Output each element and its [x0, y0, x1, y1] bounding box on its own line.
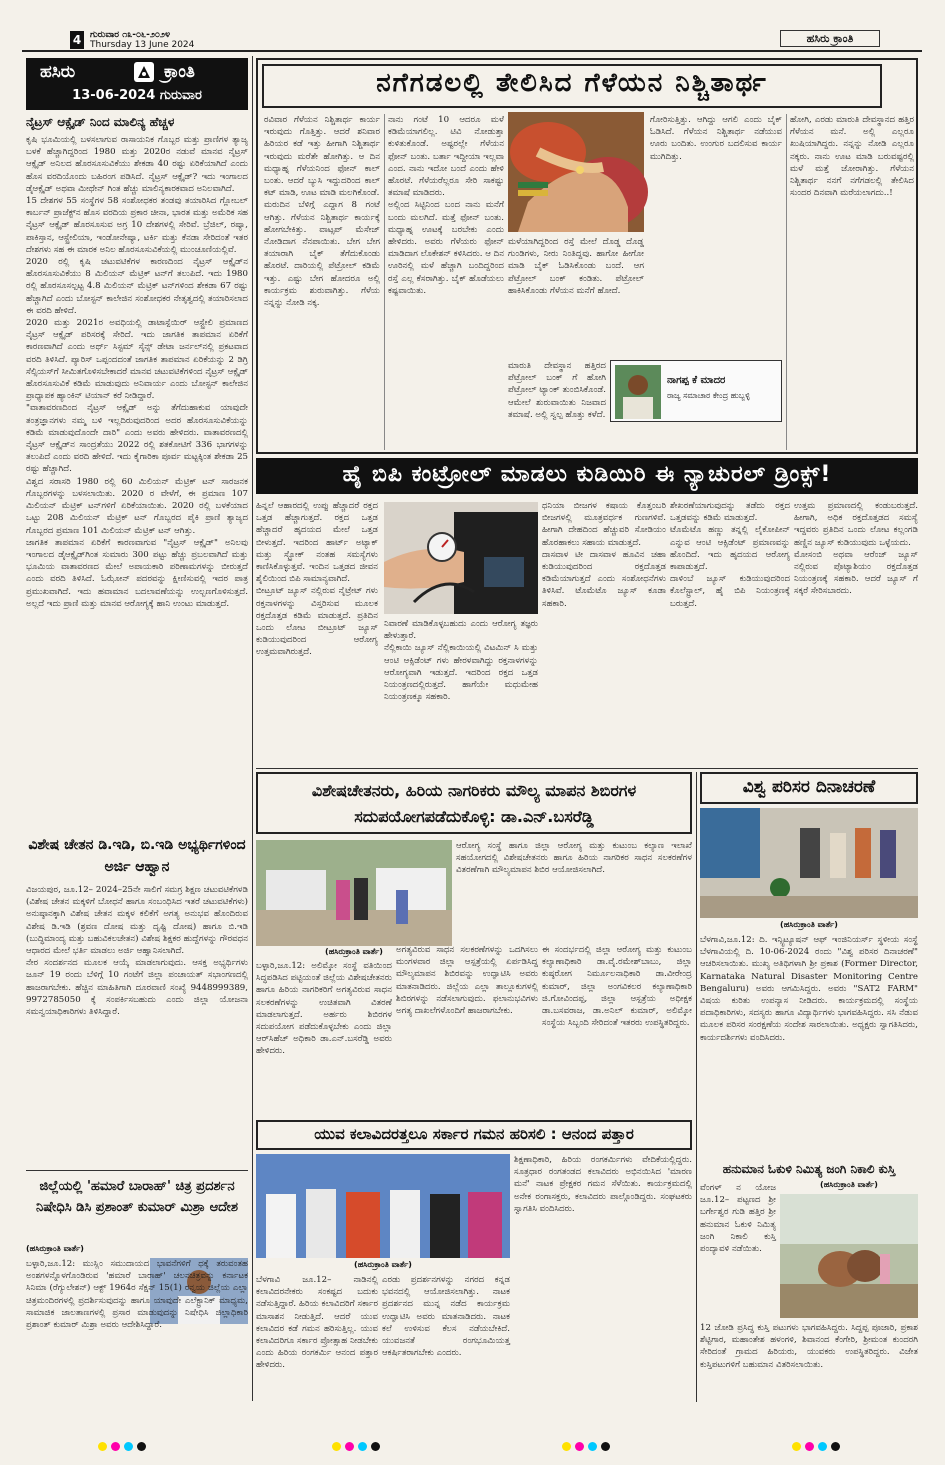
wrestling-headline: ಹನುಮಾನ ಓಕುಳಿ ನಿಮಿತ್ಯ ಜಂಗಿ ನಿಕಾಲಿ ಕುಸ್ತಿ [722, 1162, 896, 1176]
bp-col1: ಹಿನ್ನಲೆ ಆಹಾರದಲ್ಲಿ ಉಪ್ಪು ಹೆಚ್ಚಾದರೆ ರಕ್ತದ ಒತ್ತಡ ಹೆಚ್ಚಾಗುತ್ತದೆ. ರಕ್ತದ ಒತ್ತಡ ಹೆಚ್ಚಾದರೆ ಹೃದಯದ ಮೇಲೆ ಒತ್ತಡ ಬೀಳುತ್ತದೆ. ಇದರಿಂದ ಹಾರ್ಟ್ ಅಟ್ಯಾಕ್ ಮತ್ತು ಸ್ಟ್ರೋಕ್ ನಂತಹ ಸಮಸ್ಯೆಗಳು ಕಾಣಿಸಿಕೊಳ್ಳುತ್ತವೆ. ಇಂದಿನ ಒತ್ತಡದ ಜೀವನ ಶೈಲಿಯಿಂದ ಬಿಪಿ ಸಾಮಾನ್ಯವಾಗಿದೆ. ಬೀಟ್ರೂಟ್ ಜ್ಯೂಸ್ ನಲ್ಲಿರುವ ನೈಟ್ರೇಟ್ ಗಳು ರಕ್ತನಾಳಗಳನ್ನು ವಿಸ್ತರಿಸುವ ಮೂಲಕ ರಕ್ತದೊತ್ತಡ ಕಡಿಮೆ ಮಾಡುತ್ತದೆ. ಪ್ರತಿದಿನ ಒಂದು ಲೋಟ ಬೀಟ್ರೂಟ್ ಜ್ಯೂಸ್ ಕುಡಿಯುವುದರಿಂದ ಆರೋಗ್ಯ ಉತ್ತಮವಾಗಿರುತ್ತದೆ. [256, 501, 378, 658]
nitrous-headline: ನೈಟ್ರಸ್ ಆಕ್ಸೈಡ್ ನಿಂದ ಮಾಲಿನ್ಯ ಹೆಚ್ಚಳ [26, 115, 175, 129]
env-headline: ವಿಶ್ವ ಪರಿಸರ ದಿನಾಚರಣೆ [742, 777, 876, 797]
wrestling-photo [780, 1194, 918, 1318]
camps-col-a: ಬಳ್ಳಾರಿ,ಜೂ.12: ಅಲಿಮ್ಕೋ ಸಂಸ್ಥೆ ವತಿಯಿಂದ ಸಿದ್ಧಪಡಿಸಿದ ಪಟ್ಟಿಯಂತೆ ಜಿಲ್ಲೆಯ ವಿಶೇಷಚೇತನರು ಹಾಗೂ ಹಿರಿಯ ನಾಗರಿಕರಿಗೆ ಅಗತ್ಯವಿರುವ ಸಾಧನ ಸಲಕರಣೆಗಳನ್ನು ಉಚಿತವಾಗಿ ವಿತರಣೆ ಮಾಡಲಾಗುತ್ತದೆ. ಅರ್ಹರು ಶಿಬಿರಗಳ ಸದುಪಯೋಗ ಪಡೆದುಕೊಳ್ಳಬೇಕು ಎಂದು ಜಿಲ್ಲಾ ಆರ್‌ಸಿಹೆಚ್ ಅಧಿಕಾರಿ ಡಾ.ಎನ್.ಬಸರೆಡ್ಡಿ ಅವರು ಹೇಳಿದರು. [256, 961, 395, 1057]
engagement-col3-bottom: ಮಾರುತಿ ದೇವಸ್ಥಾನ ಹತ್ತಿರದ ಪೆಟ್ರೋಲ್ ಬಂಕ್ ಗೆ ಹೋಗಿ ಪೆಟ್ರೋಲ್ ಟ್ಯಾಂಕ್ ತುಂಬಿಸಿಕೊಂಡೆ. ಆಮೇಲೆ ಶುರುವಾಯಿತು ನಿಜವಾದ ತಮಾಷೆ. ಅಲ್ಲಿ ಸ್ವಲ್ಪ ಹೊತ್ತು ಕಳೆದೆ. [508, 361, 609, 420]
artists-photo [256, 1154, 510, 1258]
registration-marks [0, 1436, 945, 1456]
baraah-headline: ಜಿಲ್ಲೆಯಲ್ಲಿ 'ಹಮಾರೆ ಬಾರಾಹ್' ಚಿತ್ರ ಪ್ರದರ್ಶನ ನಿಷೇಧಿಸಿ ಡಿಸಿ ಪ್ರಶಾಂತ್ ಕುಮಾರ್ ಮಿಶ್ರಾ ಆದೇಶ [36, 1179, 238, 1215]
env-photo [700, 808, 918, 918]
wrestling-body-side: ವೆಂಗಳ್ ನ ಯೋಜ ಜೂ.12– ಪಟ್ಟಣದ ಶ್ರೀ ಬರ್ಗೇಶ್ವರ ಗುಡಿ ಹತ್ತಿರ ಶ್ರೀ ಹನುಮಾನ ಓಕುಳಿ ನಿಮಿತ್ಯ ಜಂಗಿ ನಿಕಾಲಿ ಕುಸ್ತಿ ಪಂದ್ಯಾವಳಿ ನಡೆಯಿತು. [700, 1183, 779, 1255]
artists-col1: ಬೆಳಗಾವಿ ಜೂ.12– ನಾಡಿನಲ್ಲಿ ಕಲಾವಿದರನೇಕರು ಸಂಕಷ್ಟದ ಬದುಕು ನಡೆಸುತ್ತಿದ್ದಾರೆ. ಹಿರಿಯ ಕಲಾವಿದರಿಗೆ ಸರ್ಕಾರ ಮಾಸಾಶನ ನೀಡುತ್ತಿದೆ. ಆದರೆ ಯುವ ಕಲಾವಿದರ ಕಡೆ ಗಮನ ಹರಿಸುತ್ತಿಲ್ಲ. ಯುವ ಕಲಾವಿದರಿಗೂ ಸರ್ಕಾರ ಪ್ರೋತ್ಸಾಹ ನೀಡಬೇಕು ಎಂದು ಹಿರಿಯ ರಂಗಕರ್ಮಿ ಆನಂದ ಪತ್ತಾರ ಹೇಳಿದರು. [256, 1275, 381, 1371]
author-photo [615, 365, 661, 419]
camps-col-top: ಆರೋಗ್ಯ ಸಂಸ್ಥೆ ಹಾಗೂ ಜಿಲ್ಲಾ ಆರೋಗ್ಯ ಮತ್ತು ಕುಟುಂಬ ಕಲ್ಯಾಣ ಇಲಾಖೆ ಸಹಯೋಗದಲ್ಲಿ ವಿಶೇಷಚೇತನರು ಹಾಗೂ ಹಿರಿಯ ನಾಗರಿಕರ ಸಾಧನ ಸಲಕರಣೆಗಳ ವಿತರಣೆಗಾಗಿ ಮೌಲ್ಯಮಾಪನ ಶಿಬಿರ ಆಯೋಜಿಸಲಾಗಿದೆ. [456, 841, 695, 876]
camps-col-b: ಅಗತ್ಯವಿರುವ ಸಾಧನ ಸಲಕರಣೆಗಳನ್ನು ಒದಗಿಸಲು ಮಂಗಳವಾರ ಜಿಲ್ಲಾ ಆಸ್ಪತ್ರೆಯಲ್ಲಿ ಏರ್ಪಡಿಸಿದ್ದ ಮೌಲ್ಯಮಾಪನ ಶಿಬಿರವನ್ನು ಉದ್ಘಾಟಿಸಿ ಅವರು ಮಾತನಾಡಿದರು. ಜಿಲ್ಲೆಯ ಎಲ್ಲಾ ತಾಲ್ಲೂಕುಗಳಲ್ಲಿ ಶಿಬಿರಗಳನ್ನು ನಡೆಸಲಾಗುವುದು. ಫಲಾನುಭವಿಗಳು ಅಗತ್ಯ ದಾಖಲೆಗಳೊಂದಿಗೆ ಹಾಜರಾಗಬೇಕು. [396, 945, 541, 1017]
camps-photo [256, 840, 452, 946]
engagement-col1: ರವಿವಾರ ಗೆಳೆಯನ ನಿಶ್ಚಿತಾರ್ಥ ಕಾರ್ಯ ಇರುವುದು ಗೊತ್ತಿತ್ತು. ಆದರೆ ಶನಿವಾರ ಹಿರಿಯರ ಕಡೆ ಇತ್ತು ಹೀಗಾಗಿ ನಿಶ್ಚಿತಾರ್ಥ ಇರುವುದು ಮರೆತೇ ಹೋಗಿತ್ತು. ಆ ದಿನ ಮಧ್ಯಾಹ್ನ ಗೆಳೆಯನಿಂದ ಫೋನ್ ಕಾಲ್ ಬಂತು. ಆದರೆ ಬ್ಯುಸಿ ಇದ್ದುದರಿಂದ ಕಾಲ್ ಕಟ್ ಮಾಡಿ, ಊಟ ಮಾಡಿ ಮಲಗಿಕೊಂಡೆ. ಮರುದಿನ ಬೆಳಿಗ್ಗೆ ಎದ್ದಾಗ 8 ಗಂಟೆ ಆಗಿತ್ತು. ಗೆಳೆಯನ ನಿಶ್ಚಿತಾರ್ಥ ಕಾರ್ಯಕ್ಕೆ ಹೋಗಬೇಕಿತ್ತು. ವಾಟ್ಸಪ್ ಮೆಸೇಜ್ ನೋಡಿದಾಗ ನೆನಪಾಯಿತು. ಬೇಗ ಬೇಗ ತಯಾರಾಗಿ ಬೈಕ್ ತೆಗೆದುಕೊಂಡು ಹೊರಟೆ. ದಾರಿಯಲ್ಲಿ ಪೆಟ್ರೋಲ್ ಕಡಿಮೆ ಇತ್ತು. ಎಷ್ಟು ಬೇಗ ಹೋದರೂ ಅಲ್ಲಿ ಕಾರ್ಯಕ್ರಮ ಶುರುವಾಗಿತ್ತು. ಗೆಳೆಯ ನನ್ನನ್ನು ನೋಡಿ ನಕ್ಕ. [264, 115, 380, 309]
artists-caption: (ಹಸಿರುಕ್ರಾಂತಿ ವಾರ್ತೆ) [354, 1260, 412, 1269]
bp-col5: ಉತ್ತಮ ಪ್ರಮಾಣದಲ್ಲಿ ಕಂಡುಬರುತ್ತದೆ. ಹೀಗಾಗಿ, ಅಧಿಕ ರಕ್ತದೊತ್ತಡದ ಸಮಸ್ಯೆ ಇದ್ದವರು ಪ್ರತಿದಿನ ಒಂದು ಲೋಟ ಕಲ್ಲಂಗಡಿ ಹಣ್ಣಿನ ಜ್ಯೂಸ್ ಕುಡಿಯುವುದು ಒಳ್ಳೆಯದು. ಮೋಸಂಬಿ ಅಥವಾ ಆರೆಂಜ್ ಜ್ಯೂಸ್ ನಲ್ಲಿರುವ ಪೊಟ್ಯಾಶಿಯಂ ರಕ್ತದೊತ್ತಡ ನಿಯಂತ್ರಣಕ್ಕೆ ಸಹಕಾರಿ. ಆದರೆ ಜ್ಯೂಸ್ ಗೆ ಸಕ್ಕರೆ ಸೇರಿಸಬಾರದು. [794, 501, 918, 597]
engagement-col3-upper: ಗೋರಿಸುತ್ತಿತ್ತು. ಆಗಿದ್ದು ಆಗಲಿ ಎಂದು ಬೈಕ್ ಓಡಿಸಿದೆ. ಗೆಳೆಯನ ನಿಶ್ಚಿತಾರ್ಥ ನಡೆಯುವ ಊರು ಬಂದಿತು. ಉಂಗುರ ಬದಲಿಸುವ ಕಾರ್ಯ ಮುಗಿದಿತ್ತು. [650, 115, 785, 162]
masthead-date: 13-06-2024 ಗುರುವಾರ [72, 88, 202, 103]
masthead-name-right: ಕ್ರಾಂತಿ [164, 62, 195, 82]
author-name: ನಾಗಪ್ಪ ಕೆ ಮಾದರ [667, 375, 726, 386]
engagement-headline: ನಗೆಗಡಲಲ್ಲಿ ತೇಲಿಸಿದ ಗೆಳೆಯನ ನಿಶ್ಚಿತಾರ್ಥ [376, 68, 768, 98]
camps-headline: ವಿಶೇಷಚೇತನರು, ಹಿರಿಯ ನಾಗರಿಕರು ಮೌಲ್ಯ ಮಾಪನ ಶಿಬಿರಗಳ ಸದುಪಯೋಗಪಡೆದುಕೊಳ್ಳಿ: ಡಾ.ಎನ್.ಬಸರೆಡ್ಡಿ [311, 781, 637, 826]
bp-col3: ಧನಿಯಾ ಬೀಜಗಳ ಕಷಾಯ ಕೊತ್ತಂಬರಿ ಬೀಜಗಳಲ್ಲಿ ಮೂತ್ರವರ್ಧಕ ಗುಣಗಳಿವೆ. ಹೀಗಾಗಿ ದೇಹದಿಂದ ಹೆಚ್ಚುವರಿ ಸೋಡಿಯಂ ಹೊರಹಾಕಲು ಸಹಾಯ ಮಾಡುತ್ತದೆ. ದಾಸವಾಳ ಟೀ ದಾಸವಾಳ ಹೂವಿನ ಚಹಾ ಕುಡಿಯುವುದರಿಂದ ರಕ್ತದೊತ್ತಡ ಕಡಿಮೆಯಾಗುತ್ತದೆ ಎಂದು ಸಂಶೋಧನೆಗಳು ತಿಳಿಸಿವೆ. ಟೊಮೆಟೊ ಜ್ಯೂಸ್ ಕೂಡಾ ಸಹಕಾರಿ. [542, 501, 666, 609]
artists-headline: ಯುವ ಕಲಾವಿದರತ್ತಲೂ ಸರ್ಕಾರ ಗಮನ ಹರಿಸಲಿ : ಆನಂದ ಪತ್ತಾರ [314, 1125, 634, 1143]
header-date-english: Thursday 13 June 2024 [90, 40, 195, 50]
author-box [610, 360, 782, 422]
env-body: ಬೆಳಗಾವಿ,ಜೂ.12: ದಿ. ಇನ್ಸ್ಟಿಟ್ಯೂಷನ್ ಆಫ್ ಇಂಜಿನಿಯರ್ಸ್ ಸ್ಥಳೀಯ ಸಂಸ್ಥೆ ಬೆಳಗಾವಿಯಲ್ಲಿ ದಿ. 10-06-2024 ರಂದು "ವಿಶ್ವ ಪರಿಸರ ದಿನಾಚರಣೆ" ಆಚರಿಸಲಾಯಿತು. ಮುಖ್ಯ ಅತಿಥಿಗಳಾಗಿ ಶ್ರೀ ಪ್ರಕಾಶ (Former Director, Karnataka Natural Disaster Monitoring Centre Bengaluru) ಅವರು ಆಗಮಿಸಿದ್ದರು. ಅವರು "SAT2 FARM" ವಿಷಯ ಕುರಿತು ಉಪನ್ಯಾಸ ನೀಡಿದರು. ಕಾರ್ಯಕ್ರಮದಲ್ಲಿ ಸಂಸ್ಥೆಯ ಪದಾಧಿಕಾರಿಗಳು, ಸದಸ್ಯರು ಹಾಗೂ ವಿದ್ಯಾರ್ಥಿಗಳು ಭಾಗವಹಿಸಿದ್ದರು. ಸಸಿ ನೆಡುವ ಮೂಲಕ ಪರಿಸರ ಸಂರಕ್ಷಣೆಯ ಸಂದೇಶ ಸಾರಲಾಯಿತು. ಅಧ್ಯಕ್ಷರು ಸ್ವಾಗತಿಸಿದರು, ಕಾರ್ಯದರ್ಶಿಗಳು ವಂದಿಸಿದರು. [700, 935, 921, 1043]
artists-col3: ಶಿಕ್ಷಣಾಧಿಕಾರಿ, ಹಿರಿಯ ರಂಗಕರ್ಮಿಗಳು ವೇದಿಕೆಯಲ್ಲಿದ್ದರು. ಸೂತ್ರಧಾರ ರಂಗತಂಡದ ಕಲಾವಿದರು ಅಭಿನಯಿಸಿದ 'ಮಾರಣ ಮನೆ' ನಾಟಕ ಪ್ರೇಕ್ಷಕರ ಗಮನ ಸೆಳೆಯಿತು. ಕಾರ್ಯಕ್ರಮದಲ್ಲಿ ಅನೇಕ ರಂಗಾಸಕ್ತರು, ಕಲಾವಿದರು ಪಾಲ್ಗೊಂಡಿದ್ದರು. ಸಂಘಟಕರು ಸ್ವಾಗತಿಸಿ ವಂದಿಸಿದರು. [514, 1155, 695, 1214]
engagement-col4: ಹೋಗಿ, ಎರಡು ಮಾರುತಿ ದೇವಸ್ಥಾನದ ಹತ್ತಿರ ಗೆಳೆಯನ ಮನೆ. ಅಲ್ಲಿ ಎಲ್ಲರೂ ಖುಷಿಯಾಗಿದ್ದರು. ನನ್ನನ್ನು ನೋಡಿ ಎಲ್ಲರೂ ನಕ್ಕರು. ನಾನು ಊಟ ಮಾಡಿ ಬರುವಷ್ಟರಲ್ಲಿ ಮಳೆ ಮತ್ತೆ ಜೋರಾಗಿತ್ತು. ಗೆಳೆಯನ ನಿಶ್ಚಿತಾರ್ಥ ನನಗೆ ನಗೆಗಡಲಲ್ಲಿ ತೇಲಿಸಿದ ಸುಂದರ ದಿನವಾಗಿ ಮರೆಯಲಾಗದು..! [790, 115, 917, 199]
engagement-photo [508, 112, 644, 232]
masthead [26, 58, 248, 110]
baraah-body: ಬಳ್ಳಾರಿ,ಜೂ.12: ಮುಸ್ಲಿಂ ಸಮುದಾಯದ ಭಾವನೆಗಳಿಗೆ ಧಕ್ಕೆ ತರುವಂತಹ ಅಂಶಗಳನ್ನೊಳಗೊಂಡಿರುವ 'ಹಮಾರೆ ಬಾರಾಹ್' ಚಲನಚಿತ್ರವನ್ನು ಕರ್ನಾಟಕ ಸಿನಿಮಾ (ರೆಗ್ಯುಲೇಶನ್) ಆಕ್ಟ್ 1964ರ ಸೆಕ್ಷನ್ 15(1) ರನ್ವಯ ಜಿಲ್ಲೆಯ ಎಲ್ಲಾ ಚಿತ್ರಮಂದಿರಗಳಲ್ಲಿ ಪ್ರದರ್ಶಿಸುವುದನ್ನು ಹಾಗೂ ಯಾವುದೇ ಎಲೆಕ್ಟ್ರಾನಿಕ್ ಮಾಧ್ಯಮ, ಸಾಮಾಜಿಕ ಜಾಲತಾಣಗಳಲ್ಲಿ ಪ್ರಸಾರ ಮಾಡುವುದನ್ನು ನಿಷೇಧಿಸಿ ಜಿಲ್ಲಾಧಿಕಾರಿ ಪ್ರಶಾಂತ್ ಕುಮಾರ್ ಮಿಶ್ರಾ ಅವರು ಆದೇಶಿಸಿದ್ದಾರೆ. [26, 1259, 251, 1331]
baraah-credit: (ಹಸಿರುಕ್ರಾಂತಿ ವಾರ್ತೆ) [26, 1244, 84, 1253]
bed-headline: ವಿಶೇಷ ಚೇತನ ಡಿ.ಇಡಿ, ಬಿ.ಇಡಿ ಅಭ್ಯರ್ಥಿಗಳಿಂದ ಅರ್ಜಿ ಆಹ್ವಾನ [28, 837, 246, 875]
camps-col-c: ಈ ಸಂದರ್ಭದಲ್ಲಿ ಜಿಲ್ಲಾ ಆರೋಗ್ಯ ಮತ್ತು ಕುಟುಂಬ ಕಲ್ಯಾಣಾಧಿಕಾರಿ ಡಾ.ವೈ.ರಮೇಶ್‌ಬಾಬು, ಜಿಲ್ಲಾ ಕುಷ್ಠರೋಗ ನಿರ್ಮೂಲನಾಧಿಕಾರಿ ಡಾ.ವೀರೇಂದ್ರ ಕುಮಾರ್, ಜಿಲ್ಲಾ ಅಂಗವಿಕಲರ ಕಲ್ಯಾಣಾಧಿಕಾರಿ ಜಿ.ಗೋವಿಂದಪ್ಪ, ಜಿಲ್ಲಾ ಆಸ್ಪತ್ರೆಯ ಅಧೀಕ್ಷಕ ಡಾ.ಬಸವರಾಜ, ಡಾ.ಅನಿಲ್ ಕುಮಾರ್, ಅಲಿಮ್ಕೋ ಸಂಸ್ಥೆಯ ಸಿಬ್ಬಂದಿ ಸೇರಿದಂತೆ ಇತರರು ಉಪಸ್ಥಿತರಿದ್ದರು. [542, 945, 695, 1029]
wrestling-body: 12 ಜೋಡಿ ಪ್ರಸಿದ್ಧ ಕುಸ್ತಿ ಪಟುಗಳು ಭಾಗವಹಿಸಿದ್ದರು. ಸಿದ್ದಪ್ಪ ಪೂಜಾರಿ, ಪ್ರಕಾಶ ಶೆಟ್ಟಿಗಾರ, ಮಹಾಂತೇಶ ಹಳಂಗಳಿ, ಶಿವಾನಂದ ಕೆಂಗೇರಿ, ಶ್ರೀಮಂತ ಕುಂದರಗಿ ಸೇರಿದಂತೆ ಗ್ರಾಮದ ಹಿರಿಯರು, ಯುವಕರು ಉಪಸ್ಥಿತರಿದ್ದರು. ವಿಜೇತ ಕುಸ್ತಿಪಟುಗಳಿಗೆ ಬಹುಮಾನ ವಿತರಿಸಲಾಯಿತು. [700, 1323, 921, 1370]
engagement-col3-lower: ಮಳೆಯಾಗಿದ್ದರಿಂದ ರಸ್ತೆ ಮೇಲೆ ದೊಡ್ಡ ದೊಡ್ಡ ಗುಂಡಿಗಳು, ನೀರು ನಿಂತಿದ್ದವು. ಹಾಗೋ ಹೀಗೋ ಮಾಡಿ ಬೈಕ್ ಓಡಿಸಿಕೊಂಡು ಬಂದೆ. ಆಗ ಪೆಟ್ರೋಲ್ ಬಂಕ್ ಕಂಡಿತು. ಪೆಟ್ರೋಲ್ ಹಾಕಿಸಿಕೊಂಡು ಗೆಳೆಯನ ಮನೆಗೆ ಹೋದೆ. [508, 237, 647, 296]
artists-col2: ಎರಡು ಪ್ರದರ್ಶನಗಳನ್ನು ನಗರದ ಕನ್ನಡ ಭವನದಲ್ಲಿ ಆಯೋಜಿಸಲಾಗಿತ್ತು. ನಾಟಕ ಪ್ರದರ್ಶನದ ಮುನ್ನ ನಡೆದ ಕಾರ್ಯಕ್ರಮ ಉದ್ಘಾಟಿಸಿ ಅವರು ಮಾತನಾಡಿದರು. ನಾಟಕ ಕಲೆ ಉಳಿಸುವ ಕೆಲಸ ನಡೆಯಬೇಕಿದೆ. ಯುವಜನತೆ ರಂಗಭೂಮಿಯತ್ತ ಆಕರ್ಷಿತರಾಗಬೇಕು ಎಂದರು. [382, 1275, 513, 1359]
masthead-name-left: ಹಸಿರು [40, 62, 76, 82]
camps-caption: (ಹಸಿರುಕ್ರಾಂತಿ ವಾರ್ತೆ) [325, 947, 383, 956]
header-date-kannada: ಗುರುವಾರ ೧೩-೦೬-೨೦೨೪ [90, 30, 170, 40]
bp-photo [384, 502, 538, 614]
author-title: ರಾಜ್ಯ ಸಮಾಚಾರ ಕೇಂದ್ರ ಹುಬ್ಬಳ್ಳಿ [667, 391, 750, 400]
engagement-col2: ನಾನು ಗಂಟೆ 10 ಆದರೂ ಮಳೆ ಕಡಿಮೆಯಾಗಲಿಲ್ಲ. ಟಿವಿ ನೋಡುತ್ತಾ ಕುಳಿತುಕೊಂಡೆ. ಅಷ್ಟರಲ್ಲೇ ಗೆಳೆಯನ ಫೋನ್ ಬಂತು. ಬರ್ತಾ ಇದ್ದೀಯಾ ಇಲ್ಲವಾ ಎಂದ. ನಾನು ಇದೋ ಬಂದೆ ಎಂದು ಹೇಳಿ ಹೊರಟೆ. ಗೆಳೆಯರೆಲ್ಲರೂ ಸೇರಿ ಸಾಕಷ್ಟು ತಮಾಷೆ ಮಾಡಿದರು. ಅಲ್ಲಿಂದ ಸಿಟ್ಟಿನಿಂದ ಬಂದ ನಾನು ಮನೆಗೆ ಬಂದು ಮಲಗಿದೆ. ಮತ್ತೆ ಫೋನ್ ಬಂತು. ಮಧ್ಯಾಹ್ನ ಊಟಕ್ಕೆ ಬರಬೇಕು ಎಂದು ಹೇಳಿದರು. ಅವರು ಗೆಳೆಯರು ಫೋನ್ ಮಾಡಿದಾಗ ಲೊಕೇಶನ್ ಕಳಿಸಿದರು. ಆ ದಿನ ಊರಿನಲ್ಲಿ ಮಳೆ ಹೆಚ್ಚಾಗಿ ಬಂದಿದ್ದರಿಂದ ರಸ್ತೆ ಎಲ್ಲ ಕೆಸರಾಗಿತ್ತು. ಬೈಕ್ ಹೊಡೆಯಲು ಕಷ್ಟವಾಯಿತು. [388, 115, 504, 296]
masthead-logo-icon [134, 62, 154, 82]
bp-col4: ಶೇಖರಣೆಯಾಗುವುದನ್ನು ತಡೆದು ರಕ್ತದ ಒತ್ತಡವನ್ನು ಕಡಿಮೆ ಮಾಡುತ್ತದೆ. ಟೊಮೆಟೊ ಹಣ್ಣು ತನ್ನಲ್ಲಿ ಲೈಕೋಪೀನ್ ಎನ್ನುವ ಆಂಟಿ ಆಕ್ಸಿಡೆಂಟ್ ಪ್ರಮಾಣವನ್ನು ಹೊಂದಿದೆ. ಇದು ಹೃದಯದ ಆರೋಗ್ಯ ಕಾಪಾಡುತ್ತದೆ. ದಾಳಿಂಬೆ ಜ್ಯೂಸ್ ಕುಡಿಯುವುದರಿಂದ ಕೊಲೆಸ್ಟ್ರಾಲ್, ಹೈ ಬಿಪಿ ನಿಯಂತ್ರಣಕ್ಕೆ ಬರುತ್ತದೆ. [670, 501, 790, 609]
bp-col2: ನಿವಾರಣೆ ಮಾಡಿಕೊಳ್ಳಬಹುದು ಎಂದು ಆರೋಗ್ಯ ತಜ್ಞರು ಹೇಳುತ್ತಾರೆ. ನೆಲ್ಲಿಕಾಯಿ ಜ್ಯೂಸ್ ನೆಲ್ಲಿಕಾಯಿಯಲ್ಲಿ ವಿಟಮಿನ್ ಸಿ ಮತ್ತು ಆಂಟಿ ಆಕ್ಸಿಡೆಂಟ್ ಗಳು ಹೇರಳವಾಗಿದ್ದು ರಕ್ತನಾಳಗಳನ್ನು ಆರೋಗ್ಯವಾಗಿ ಇಡುತ್ತದೆ. ಇದರಿಂದ ರಕ್ತದ ಒತ್ತಡ ನಿಯಂತ್ರಣದಲ್ಲಿರುತ್ತದೆ. ಹಾಗೆಯೇ ಮಧುಮೇಹ ನಿಯಂತ್ರಣಕ್ಕೂ ಸಹಕಾರಿ. [384, 619, 538, 703]
header-paper-name: ಹಸಿರು ಕ್ರಾಂತಿ [780, 30, 880, 47]
bp-headline: ಹೈ ಬಿಪಿ ಕಂಟ್ರೋಲ್ ಮಾಡಲು ಕುಡಿಯಿರಿ ಈ ನ್ಯಾಚುರಲ್ ಡ್ರಿಂಕ್ಸ್! [342, 462, 832, 487]
bed-body: ವಿಜಯಪುರ, ಜೂ.12– 2024–25ನೇ ಸಾಲಿಗೆ ಸಮಗ್ರ ಶಿಕ್ಷಣ ಚಟುವಟಿಕೆಗಳಡಿ (ವಿಶೇಷ ಚೇತನ ಮಕ್ಕಳಿಗೆ ಬೋಧನೆ ಹಾಗೂ ಸಂಬಂಧಿಸಿದ ಇತರೆ ಚಟುವಟಿಕೆಗಳು) ಅನುಷ್ಠಾನಕ್ಕಾಗಿ ವಿಶೇಷ ಚೇತನ ಮಕ್ಕಳ ಕಲಿಕೆಗೆ ಅಗತ್ಯ ಅನುಭವ ಹೊಂದಿರುವ ವಿಶೇಷ ಡಿ.ಇಡಿ (ಶ್ರವಣ ದೋಷ ಮತ್ತು ದೃಷ್ಟಿ ದೋಷ) ಹಾಗೂ ಬಿ.ಇಡಿ (ಬುದ್ಧಿಮಾಂದ್ಯ ಮತ್ತು ಬಹುವಿಕಲಚೇತನ) ವಿಶೇಷ ಶಿಕ್ಷಕರ ಹುದ್ದೆಗಳನ್ನು ಗೌರವಧನ ಆಧಾರದ ಮೇಲೆ ಭರ್ತಿ ಮಾಡಲು ಅರ್ಜಿ ಆಹ್ವಾನಿಸಲಾಗಿದೆ. ನೇರ ಸಂದರ್ಶನದ ಮೂಲಕ ಆಯ್ಕೆ ಮಾಡಲಾಗುವುದು. ಆಸಕ್ತ ಅಭ್ಯರ್ಥಿಗಳು ಜೂನ್ 19 ರಂದು ಬೆಳಿಗ್ಗೆ 10 ಗಂಟೆಗೆ ಜಿಲ್ಲಾ ಪಂಚಾಯತ್ ಸಭಾಂಗಣದಲ್ಲಿ ಹಾಜರಾಗಬೇಕು. ಹೆಚ್ಚಿನ ಮಾಹಿತಿಗಾಗಿ ದೂರವಾಣಿ ಸಂಖ್ಯೆ 9448999389, 9972785050 ಕ್ಕೆ ಸಂಪರ್ಕಿಸಬಹುದು ಎಂದು ಜಿಲ್ಲಾ ಯೋಜನಾ ಸಮನ್ವಯಾಧಿಕಾರಿಗಳು ತಿಳಿಸಿದ್ದಾರೆ. [26, 885, 248, 1018]
wrestling-caption: (ಹಸಿರುಕ್ರಾಂತಿ ವಾರ್ತೆ) [820, 1180, 878, 1189]
page-number: 4 [70, 31, 84, 49]
env-caption: (ಹಸಿರುಕ್ರಾಂತಿ ವಾರ್ತೆ) [780, 920, 838, 929]
top-header [0, 0, 945, 52]
nitrous-body: ಕೃಷಿ ಭೂಮಿಯಲ್ಲಿ ಬಳಸಲಾಗುವ ರಾಸಾಯನಿಕ ಗೊಬ್ಬರ ಮತ್ತು ಪ್ರಾಣಿಗಳ ತ್ಯಾಜ್ಯ ಬಳಕೆ ಹೆಚ್ಚಾಗಿದ್ದರಿಂದ 1980 ಮತ್ತು 2020ರ ನಡುವೆ ಮಾನವ ನೈಟ್ರಸ್ ಆಕ್ಸೈಡ್ ಅನಿಲದ ಹೊರಸೂಸುವಿಕೆಯು ಶೇಕಡಾ 40 ರಷ್ಟು ಏರಿಕೆಯಾಗಿದೆ ಎಂದು ಹೊಸ ವರದಿಯೊಂದು ಬಹಿರಂಗ ಪಡಿಸಿದೆ. ನೈಟ್ರಸ್ ಆಕ್ಸೈಡ್? ಇದು ಇಂಗಾಲದ ಡೈಆಕ್ಸೈಡ್ ಅಥವಾ ಮೀಥೇನ್ ಗಿಂತ ಹೆಚ್ಚು ಮಾಲಿನ್ಯಕಾರಕವಾದ ಅನಿಲವಾಗಿದೆ. 15 ದೇಶಗಳ 55 ಸಂಸ್ಥೆಗಳ 58 ಸಂಶೋಧಕರ ತಂಡವು ತಯಾರಿಸಿದ ಗ್ಲೋಬಲ್ ಕಾರ್ಬನ್ ಪ್ರಾಜೆಕ್ಟ್‌ನ ಹೊಸ ವರದಿಯ ಪ್ರಕಾರ ಚೀನಾ, ಭಾರತ ಮತ್ತು ಅಮೆರಿಕ ಸಹ ನೈಟ್ರಸ್ ಆಕ್ಸೈಡ್ ಹೊರಸೂಸುವ ಅಗ್ರ 10 ದೇಶಗಳಲ್ಲಿ ಸೇರಿವೆ. ಬ್ರೆಜಿಲ್, ರಷ್ಯಾ, ಪಾಕಿಸ್ತಾನ, ಆಸ್ಟ್ರೇಲಿಯಾ, ಇಂಡೋನೇಷ್ಯಾ, ಟರ್ಕಿ ಮತ್ತು ಕೆನಡಾ ಸೇರಿದಂತೆ ಇತರ ದೇಶಗಳು ಸಹ ಈ ಮಾರಕ ಅನಿಲ ಹೊರಸೂಸುವಿಕೆಯಲ್ಲಿ ಮುಂಚೂಣಿಯಲ್ಲಿವೆ. 2020 ರಲ್ಲಿ ಕೃಷಿ ಚಟುವಟಿಕೆಗಳ ಕಾರಣದಿಂದ ನೈಟ್ರಸ್ ಆಕ್ಸೈಡ್‌ನ ಹೊರಸೂಸುವಿಕೆಯು 8 ಮಿಲಿಯನ್ ಮೆಟ್ರಿಕ್ ಟನ್‌ಗೆ ತಲುಪಿದೆ. ಇದು 1980 ರಲ್ಲಿ ಹೊರಸೂಸಲ್ಪಟ್ಟ 4.8 ಮಿಲಿಯನ್ ಮೆಟ್ರಿಕ್ ಟನ್‌ಗಳಿಂದ ಶೇಕಡಾ 67 ರಷ್ಟು ಹೆಚ್ಚಾಗಿದೆ ಎಂದು ಬೋಸ್ಟನ್ ಕಾಲೇಜಿನ ಸಂಶೋಧಕರ ನೇತೃತ್ವದಲ್ಲಿ ತಯಾರಿಸಲಾದ ಈ ವರದಿ ಹೇಳಿದೆ. 2020 ಮತ್ತು 2021ರ ಅವಧಿಯಲ್ಲಿ ಡಾಟಾಸ್ಪೆಯಿರ್ ಆಸ್ಟ್ರೇಲಿ ಪ್ರಮಾಣದ ನೈಟ್ರಸ್ ಆಕ್ಸೈಡ್ ಪರಿಸರಕ್ಕೆ ಸೇರಿದೆ. ಇದು ಜಾಗತಿಕ ತಾಪಮಾನ ಏರಿಕೆಗೆ ಕಾರಣವಾಗಿದೆ ಎಂದು ಅರ್ಥ್ ಸಿಸ್ಟಮ್ ಸೈನ್ಸ್ ಡೇಟಾ ಜರ್ನಲ್‌ನಲ್ಲಿ ಪ್ರಕಟವಾದ ವರದಿ ತಿಳಿಸಿದೆ. ಪ್ಯಾರಿಸ್ ಒಪ್ಪಂದದಂತೆ ಜಾಗತಿಕ ತಾಪಮಾನ ಏರಿಕೆಯನ್ನು 2 ಡಿಗ್ರಿ ಸೆಲ್ಸಿಯಸ್‌ಗೆ ಸೀಮಿತಗೊಳಿಸಬೇಕಾದರೆ ಮಾನವ ಚಟುವಟಿಕೆಗಳಿಂದ ನೈಟ್ರಸ್ ಆಕ್ಸೈಡ್ ಹೊರಸೂಸುವಿಕೆ ಕಡಿಮೆ ಮಾಡುವುದು ಅನಿವಾರ್ಯ ಎಂದು ಬೋಸ್ಟನ್ ಕಾಲೇಜಿನ ಪ್ರಾಧ್ಯಾಪಕ ಹ್ಯಾಂಕಿನ್ ಟಿಯಾನ್ ಕರೆ ನೀಡಿದ್ದಾರೆ. "ವಾತಾವರಣದಿಂದ ನೈಟ್ರಸ್ ಆಕ್ಸೈಡ್ ಅನ್ನು ತೆಗೆದುಹಾಕುವ ಯಾವುದೇ ತಂತ್ರಜ್ಞಾನಗಳು ನಮ್ಮ ಬಳಿ ಇಲ್ಲದಿರುವುದರಿಂದ ಅದರ ಹೊರಸೂಸುವಿಕೆಯನ್ನು ಕಡಿಮೆ ಮಾಡುವುದೊಂದೇ ದಾರಿ" ಎಂದು ಅವರು ಹೇಳಿದರು. ವಾತಾವರಣದಲ್ಲಿ ನೈಟ್ರಸ್ ಆಕ್ಸೈಡ್‌ನ ಸಾಂದ್ರತೆಯು 2022 ರಲ್ಲಿ ಶತಕೋಟಿಗೆ 336 ಭಾಗಗಳನ್ನು ತಲುಪಿದೆ ಎಂದು ವರದಿ ಹೇಳಿದೆ. ಇದು ಕೈಗಾರಿಕಾ ಪೂರ್ವ ಮಟ್ಟಕ್ಕಿಂತ ಶೇಕಡಾ 25 ರಷ್ಟು ಹೆಚ್ಚಾಗಿದೆ. ವಿಶ್ವದ ಸರಾಸರಿ 1980 ರಲ್ಲಿ 60 ಮಿಲಿಯನ್ ಮೆಟ್ರಿಕ್ ಟನ್ ಸಾರಜನಕ ಗೊಬ್ಬರಗಳನ್ನು ಬಳಸಲಾಯಿತು. 2020 ರ ವೇಳೆಗೆ, ಈ ಪ್ರಮಾಣ 107 ಮಿಲಿಯನ್ ಮೆಟ್ರಿಕ್ ಟನ್‌ಗಳಿಗೆ ಏರಿಕೆಯಾಯಿತು. 2020 ರಲ್ಲಿ ಬಳಕೆಯಾದ ಒಟ್ಟು 208 ಮಿಲಿಯನ್ ಮೆಟ್ರಿಕ್ ಟನ್ ಗೊಬ್ಬರದ ಪೈಕಿ ಪ್ರಾಣಿ ತ್ಯಾಜ್ಯದ ಗೊಬ್ಬರದ ಪ್ರಮಾಣ 101 ಮಿಲಿಯನ್ ಮೆಟ್ರಿಕ್ ಟನ್ ಆಗಿತ್ತು. ಜಾಗತಿಕ ತಾಪಮಾನ ಏರಿಕೆಗೆ ಕಾರಣವಾಗುವ "ನೈಟ್ರಸ್ ಆಕ್ಸೈಡ್" ಅನಿಲವು ಇಂಗಾಲದ ಡೈಆಕ್ಸೈಡ್‌ಗಿಂತ ಸುಮಾರು 300 ಪಟ್ಟು ಹೆಚ್ಚು ಪ್ರಬಲವಾಗಿದೆ ಮತ್ತು ಭೂಮಿಯ ವಾತಾವರಣದ ಮೇಲೆ ಅಪಾಯಕಾರಿ ಪರಿಣಾಮಗಳನ್ನು ಬೀರುತ್ತದೆ ಎಂದು ವರದಿ ತಿಳಿಸಿದೆ. ಓಝೋನ್ ಪದರವನ್ನು ಕ್ಷೀಣಿಸುವಲ್ಲಿ ಇದರ ಪಾತ್ರ ಪ್ರಮುಖವಾಗಿದೆ. ಇದು ಹವಾಮಾನ ಬದಲಾವಣೆಯನ್ನು ಉಲ್ಬಣಗೊಳಿಸುತ್ತದೆ. ಅಲ್ಲದೆ ಇದು ಪ್ರಾಣಿ ಮತ್ತು ಮಾನವ ಆರೋಗ್ಯಕ್ಕೆ ಹಾನಿ ಉಂಟು ಮಾಡುತ್ತದೆ. [26, 135, 249, 609]
